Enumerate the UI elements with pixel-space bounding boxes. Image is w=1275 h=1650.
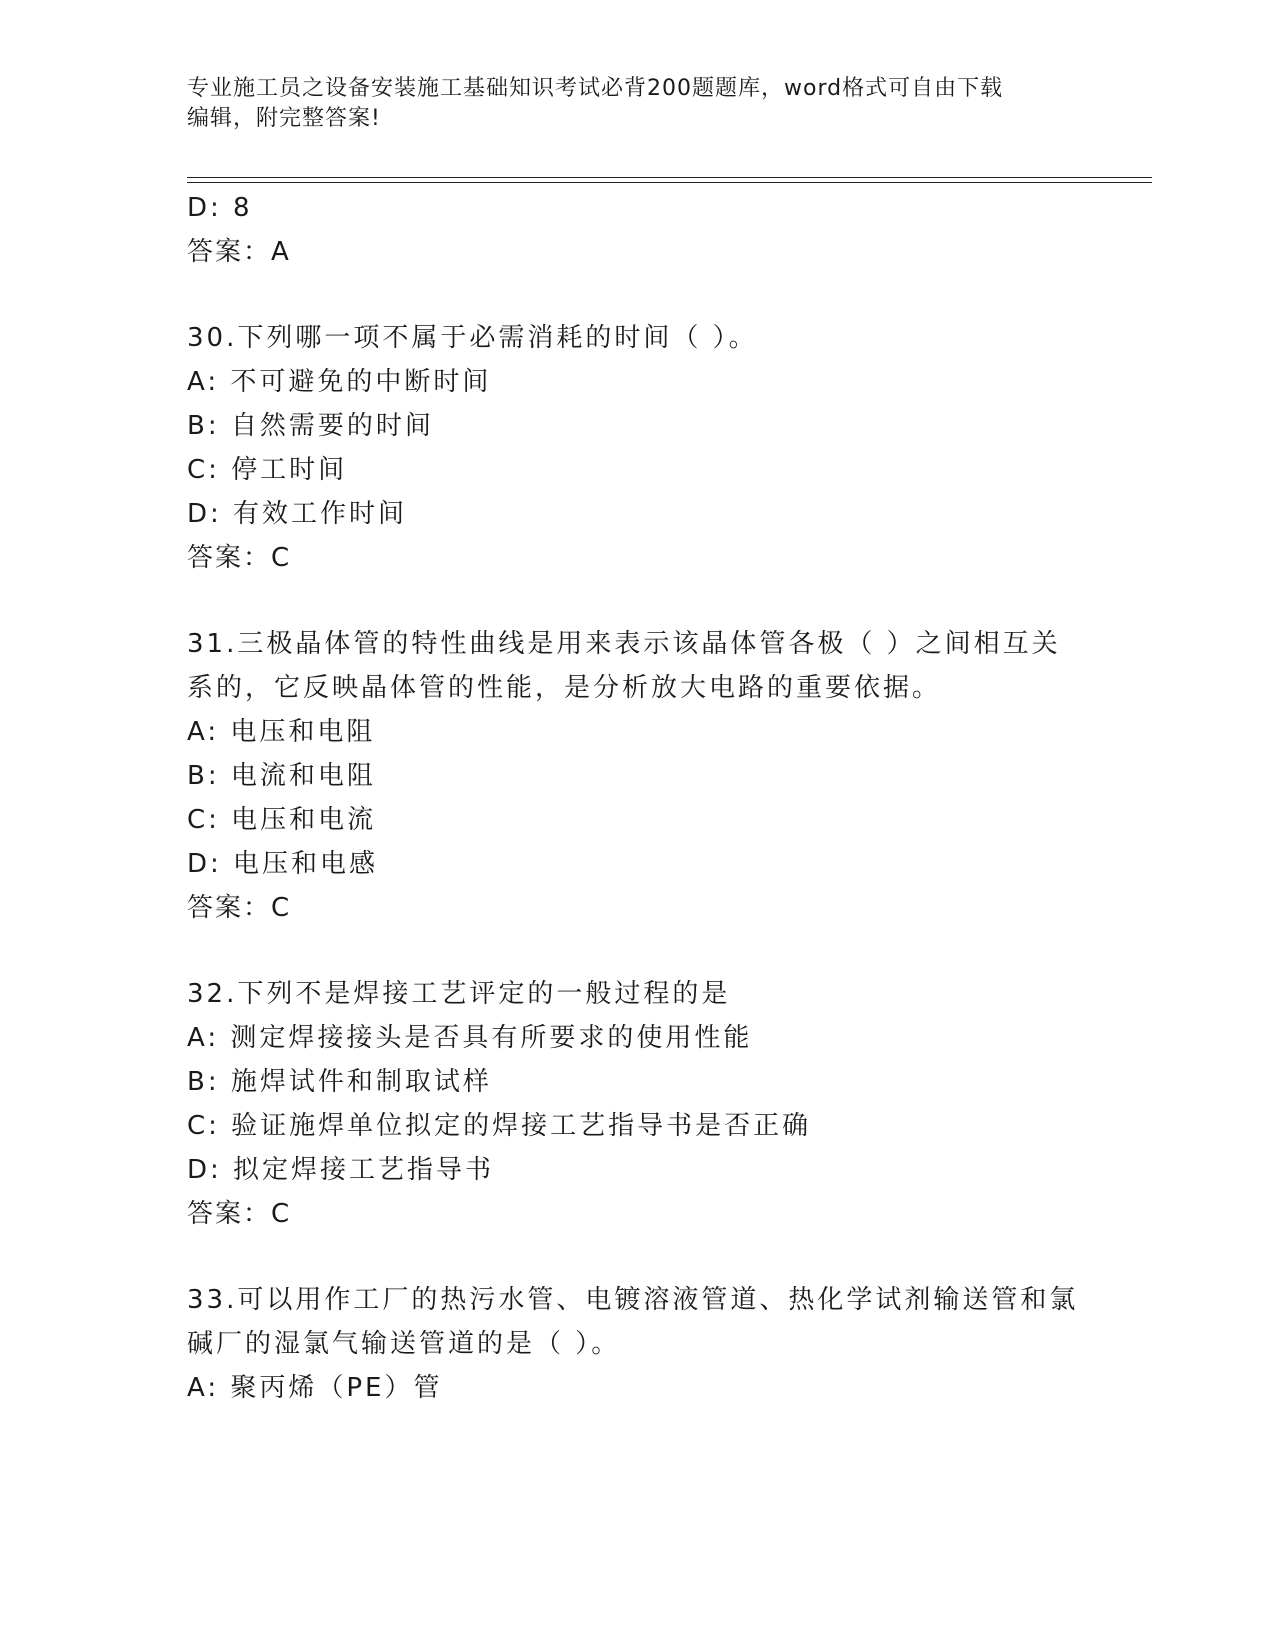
option-line: A: 不可避免的中断时间 [187,367,492,397]
option-line: D: 有效工作时间 [187,499,408,529]
question-stem: 32.下列不是焊接工艺评定的一般过程的是 [187,979,731,1009]
option-line: D: 拟定焊接工艺指导书 [187,1155,495,1185]
option-line: C: 验证施焊单位拟定的焊接工艺指导书是否正确 [187,1111,812,1141]
option-line: A: 电压和电阻 [187,717,376,747]
option-line: D: 电压和电感 [187,849,379,879]
option-line: A: 聚丙烯（PE）管 [187,1373,443,1403]
answer-line: 答案：C [187,1199,292,1229]
header-rule-top [187,177,1152,178]
answer-line: 答案：C [187,543,292,573]
question-stem: 33.可以用作工厂的热污水管、电镀溶液管道、热化学试剂输送管和氯 [187,1285,1079,1315]
question-stem: 30.下列哪一项不属于必需消耗的时间（ ）。 [187,323,758,353]
answer-line: 答案：C [187,893,292,923]
header-rule-bottom [187,182,1152,183]
header-line-2: 编辑，附完整答案! [187,106,381,131]
document-header [187,74,1087,134]
option-line: C: 停工时间 [187,455,348,485]
option-line: D: 8 [187,193,253,223]
header-line-1: 专业施工员之设备安装施工基础知识考试必背200题题库，word格式可自由下载 [187,76,1004,101]
option-line: A: 测定焊接接头是否具有所要求的使用性能 [187,1023,753,1053]
option-line: B: 自然需要的时间 [187,411,434,441]
question-stem: 碱厂的湿氯气输送管道的是（ ）。 [187,1329,621,1359]
option-line: C: 电压和电流 [187,805,377,835]
question-stem: 31.三极晶体管的特性曲线是用来表示该晶体管各极（ ）之间相互关 [187,629,1061,659]
option-line: B: 电流和电阻 [187,761,376,791]
option-line: B: 施焊试件和制取试样 [187,1067,492,1097]
question-stem: 系的，它反映晶体管的性能，是分析放大电路的重要依据。 [187,673,942,703]
answer-line: 答案：A [187,237,291,267]
